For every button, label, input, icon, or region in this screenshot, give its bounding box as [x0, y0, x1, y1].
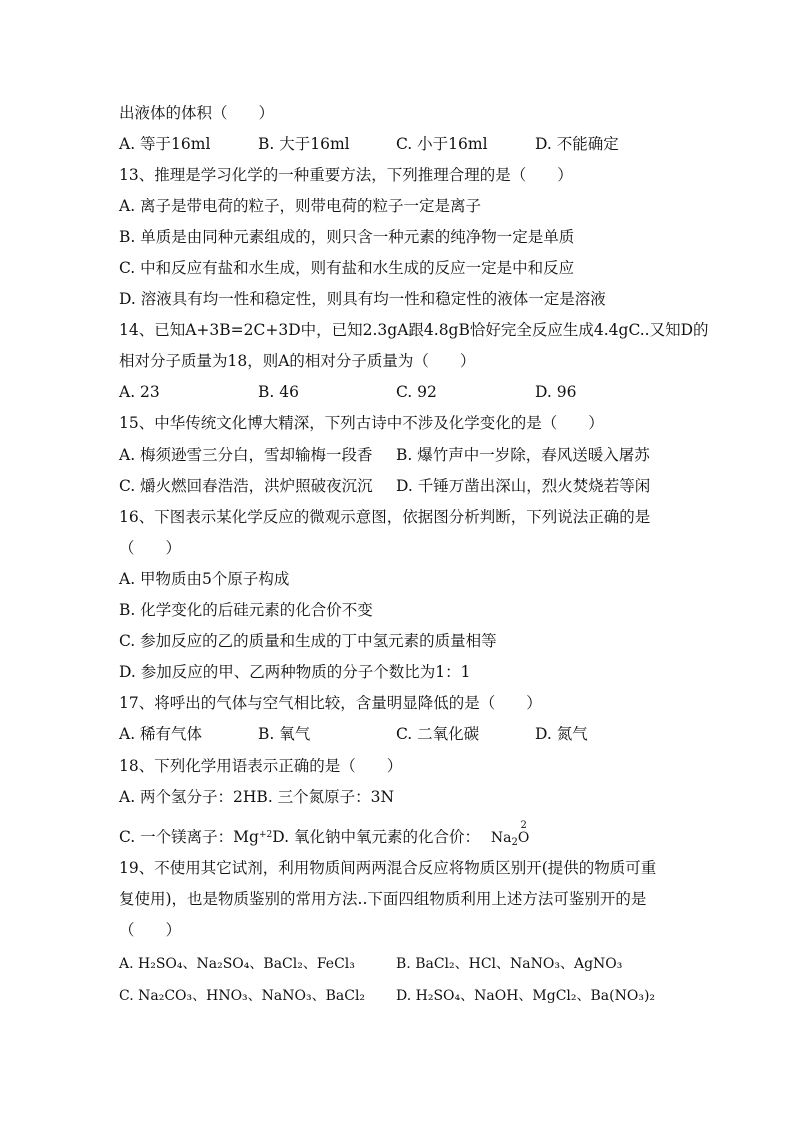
q19-stem-line2: 复使用)，也是物质鉴别的常用方法..下面四组物质利用上述方法可鉴别开的是 [119, 890, 647, 908]
q18-option-c-text: C. 一个镁离子：Mg [119, 828, 259, 846]
q13-stem: 13、推理是学习化学的一种重要方法，下列推理合理的是（ ） [119, 166, 573, 184]
q15-option-b: B. 爆竹声中一岁除，春风送暖入屠苏 [396, 446, 650, 464]
q19-stem-line3: （ ） [119, 921, 182, 939]
q16-stem-line2: （ ） [119, 539, 182, 557]
q19-option-a: A. H₂SO₄、Na₂SO₄、BaCl₂、FeCl₃ [119, 956, 355, 972]
oxygen-with-valence [517, 820, 530, 849]
q16-stem-line1: 16、下图表示某化学反应的微观示意图，依据图分析判断，下列说法正确的是 [119, 508, 651, 526]
q14-option-b: B. 46 [258, 383, 299, 401]
q15-option-d: D. 千锤万凿出深山，烈火焚烧若等闲 [396, 477, 651, 495]
q14-option-c: C. 92 [396, 383, 437, 401]
q14-option-a: A. 23 [119, 383, 160, 401]
q18-option-cd [119, 820, 530, 854]
q14-option-d: D. 96 [535, 383, 577, 401]
q19-stem-line1: 19、不使用其它试剂，利用物质间两两混合反应将物质区别开(提供的物质可重 [119, 859, 657, 877]
q13-option-d: D. 溶液具有均一性和稳定性，则具有均一性和稳定性的液体一定是溶液 [119, 290, 606, 308]
q16-option-b: B. 化学变化的后硅元素的化合价不变 [119, 601, 373, 619]
valence-mark: 2 [520, 820, 527, 831]
q12-option-a: A. 等于16ml [119, 135, 211, 153]
q17-option-d: D. 氮气 [535, 725, 588, 743]
q16-option-c: C. 参加反应的乙的质量和生成的丁中氢元素的质量相等 [119, 632, 497, 650]
q18-option-ab: A. 两个氢分子：2HB. 三个氮原子：3N [119, 788, 395, 806]
q13-option-a: A. 离子是带电荷的粒子，则带电荷的粒子一定是离子 [119, 197, 482, 215]
mg-charge: +2 [258, 830, 273, 840]
na-subscript: 2 [511, 837, 518, 848]
q13-option-c: C. 中和反应有盐和水生成，则有盐和水生成的反应一定是中和反应 [119, 259, 575, 277]
q16-option-d: D. 参加反应的甲、乙两种物质的分子个数比为1：1 [119, 663, 471, 681]
q16-option-a: A. 甲物质由5个原子构成 [119, 570, 290, 588]
q12-option-d: D. 不能确定 [535, 135, 619, 153]
q15-option-c: C. 爝火燃回春浩浩，洪炉照破夜沉沉 [119, 477, 373, 495]
q18-option-d-prefix: D. 氧化钠中氧元素的化合价： [272, 828, 480, 846]
na-symbol: Na [490, 830, 512, 846]
q14-stem-line1: 14、已知A+3B=2C+3D中，已知2.3gA跟4.8gB恰好完全反应生成4.4gC..又知D的 [119, 321, 709, 339]
na2o-formula [490, 820, 530, 848]
q17-stem: 17、将呼出的气体与空气相比较，含量明显降低的是（ ） [119, 694, 542, 712]
o-symbol: O [517, 830, 530, 846]
q19-option-b: B. BaCl₂、HCl、NaNO₃、AgNO₃ [396, 956, 623, 972]
q12-option-c: C. 小于16ml [396, 135, 488, 153]
q14-stem-line2: 相对分子质量为18，则A的相对分子质量为（ ） [119, 352, 476, 370]
q12-option-b: B. 大于16ml [258, 135, 350, 153]
q17-option-c: C. 二氧化碳 [396, 725, 480, 743]
q19-option-c: C. Na₂CO₃、HNO₃、NaNO₃、BaCl₂ [119, 988, 366, 1004]
q17-option-b: B. 氧气 [258, 725, 311, 743]
q17-option-a: A. 稀有气体 [119, 725, 203, 743]
q12-stem-cont: 出液体的体积（ ） [119, 104, 275, 122]
q19-option-d: D. H₂SO₄、NaOH、MgCl₂、Ba(NO₃)₂ [396, 988, 656, 1004]
q15-option-a: A. 梅须逊雪三分白，雪却输梅一段香 [119, 446, 373, 464]
q15-stem: 15、中华传统文化博大精深，下列古诗中不涉及化学变化的是（ ） [119, 414, 604, 432]
q13-option-b: B. 单质是由同种元素组成的，则只含一种元素的纯净物一定是单质 [119, 228, 575, 246]
q18-stem: 18、下列化学用语表示正确的是（ ） [119, 757, 403, 775]
